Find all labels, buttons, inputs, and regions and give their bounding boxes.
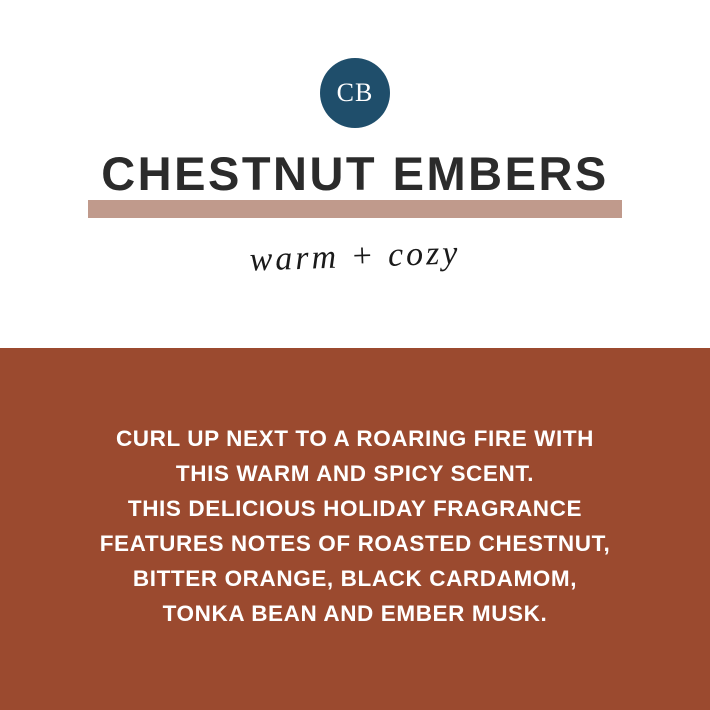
title-underline-bar bbox=[88, 200, 622, 218]
product-description bbox=[60, 421, 651, 631]
header-section bbox=[0, 0, 710, 348]
brand-logo-badge bbox=[320, 58, 390, 128]
description-line: BITTER ORANGE, BLACK CARDAMOM, bbox=[132, 566, 578, 591]
description-line: FEATURES NOTES OF ROASTED CHESTNUT, bbox=[99, 531, 611, 556]
description-panel bbox=[0, 348, 710, 710]
product-title-wrap bbox=[0, 147, 710, 220]
page-title: CHESTNUT EMBERS bbox=[101, 147, 609, 200]
description-line: THIS DELICIOUS HOLIDAY FRAGRANCE bbox=[127, 496, 583, 521]
description-line: TONKA BEAN AND EMBER MUSK. bbox=[162, 601, 548, 626]
description-line: THIS WARM AND SPICY SCENT. bbox=[175, 461, 535, 486]
brand-monogram: CB bbox=[336, 78, 374, 107]
description-line: CURL UP NEXT TO A ROARING FIRE WITH bbox=[115, 426, 595, 451]
product-tagline: warm + cozy bbox=[248, 234, 461, 279]
